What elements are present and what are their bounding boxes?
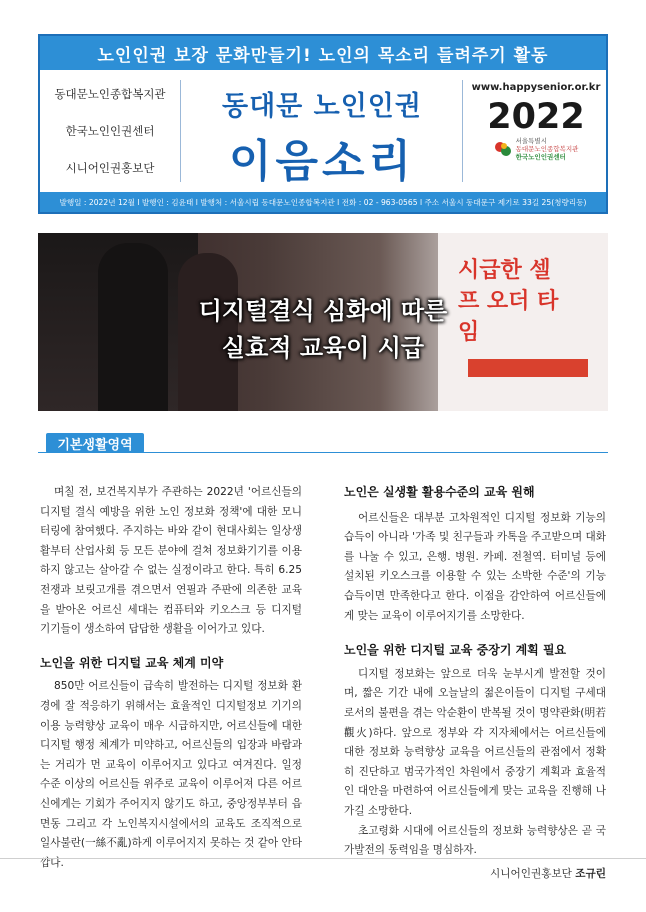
right-body-1: 어르신들은 대부분 고차원적인 디지털 정보화 기능의 습득이 아니라 '가족 및 친구들과 카톡을 주고받으며 대화를 나눌 수 있고, 은행. 병원. 카페. 전철역. 터미널 등에 설치된 키오스크를 이용할 수 있는 소박한 수준'의 기능 습득이면 만족한다고 한다. 이점을 감안하여 어르신들에게 맞는 교육이 이루어지기를 소망한다. <box>344 511 606 622</box>
logo-text-1: 서울특별시 <box>515 137 547 145</box>
right-body-2: 디지털 정보화는 앞으로 더욱 눈부시게 발전할 것이며, 짧은 기간 내에 오늘날의 젊은이들이 디지털 구세대로서의 불편을 겪는 악순환이 반복될 것이 명약관화(明若觀火)하다. 앞으로 정부와 각 지자체에서는 어르신들에 대한 정보화 능력향상 교육을 어르신들의 관점에서 정확히 진단하고 범국가적인 차원에서 중장기 계획과 효율적인 대안을 마련하여 어르신들에게 맞는 교육을 진행해 나가길 소망한다. <box>344 667 606 817</box>
publication-info: 발행일 : 2022년 12월 l 발행인 : 김윤태 l 발행처 : 서울시립 동대문노인종합복지관 l 전화 : 02 - 963-0565 l 주소 서울시 동대문구 제기로 33길 25(청량리동) <box>40 192 606 212</box>
divider <box>180 80 181 182</box>
kiosk-sign: 시급한 셀프 오더 타임 <box>458 258 559 345</box>
right-heading-2: 노인을 위한 디지털 교육 중장기 계획 필요 <box>344 643 567 658</box>
org-name-2: 한국노인인권센터 <box>65 123 155 138</box>
signature-name: 조규린 <box>575 867 606 880</box>
bottom-divider <box>0 858 646 859</box>
divider <box>462 80 463 182</box>
org-list <box>40 70 180 192</box>
newsletter-title <box>182 70 462 192</box>
title-line-1: 동대문 노인인권 <box>222 91 422 122</box>
slogan-banner: 노인인권 보장 문화만들기! 노인의 목소리 들려주기 활동 <box>40 36 606 70</box>
right-body-3: 초고령화 시대에 어르신들의 정보화 능력향상은 곧 국가발전의 동력임을 명심하자. <box>344 824 606 857</box>
logo-text-2: 동대문노인종합복지관 <box>515 145 579 153</box>
right-column <box>344 483 606 884</box>
logo-text-3: 한국노인인권센터 <box>515 153 566 161</box>
intro-paragraph: 며칠 전, 보건복지부가 주관하는 2022년 '어르신들의 디지털 결식 예방을 위한 노인 정보화 정책'에 대한 모니터링에 참여했다. 주지하는 바와 같이 현대사회는 일상생활부터 산업사회 등 모든 분야에 걸쳐 정보화기기를 이용하지 않고는 살아갈 수 없는 실정이라고 한다. 특히 6.25 전쟁과 보릿고개를 겪으면서 연필과 주판에 의존한 교육을 받아온 어르신 세대는 컴퓨터와 키오스크 등 디지털 기기들이 생소하여 답답한 생활을 이어가고 있다. <box>40 486 302 636</box>
cover-photo <box>38 233 608 411</box>
masthead-right <box>464 70 608 192</box>
section-divider <box>38 452 608 453</box>
signature <box>344 865 606 885</box>
headline-line-2: 실효적 교육이 시급 <box>221 334 425 362</box>
masthead <box>38 34 608 214</box>
org-name-1: 동대문노인종합복지관 <box>54 87 166 102</box>
left-column <box>40 483 302 873</box>
org-name-3: 시니어인권홍보단 <box>65 160 155 175</box>
headline-line-1: 디지털결식 심화에 따른 <box>198 297 448 325</box>
person-silhouette <box>98 243 168 411</box>
logo-icon <box>494 140 512 158</box>
left-heading: 노인을 위한 디지털 교육 체계 미약 <box>40 655 224 670</box>
title-line-2: 이음소리 <box>228 136 415 187</box>
signature-org: 시니어인권홍보단 <box>490 867 572 880</box>
masthead-body <box>40 70 606 192</box>
center-logo <box>464 137 608 161</box>
issue-year: 2022 <box>487 97 585 137</box>
website-url[interactable]: www.happysenior.or.kr <box>471 82 601 93</box>
section-label: 기본생활영역 <box>46 433 144 453</box>
left-body: 850만 어르신들이 급속히 발전하는 디지털 정보화 환경에 잘 적응하기 위해서는 효율적인 디지털정보 기기의 이용 능력향상 교육이 매우 시급하지만, 어르신들에 대한 디지털 행정 체계가 미약하고, 어르신들의 입장과 바람과는 거리가 먼 교육이 이루어지고 있다고 여겨진다. 일정 수준 이상의 어르신들 위주로 교육이 이루어져 다른 어르신에게는 기회가 주어지지 않기도 하고, 중앙정부부터 읍면동 그리고 각 노인복지시설에서의 교육도 조직적으로 일사불란(一絲不亂)하게 이루어지지 못하는 것 같아 안타깝다. <box>40 680 302 869</box>
right-heading-1: 노인은 실생활 활용수준의 교육 원해 <box>344 485 535 499</box>
